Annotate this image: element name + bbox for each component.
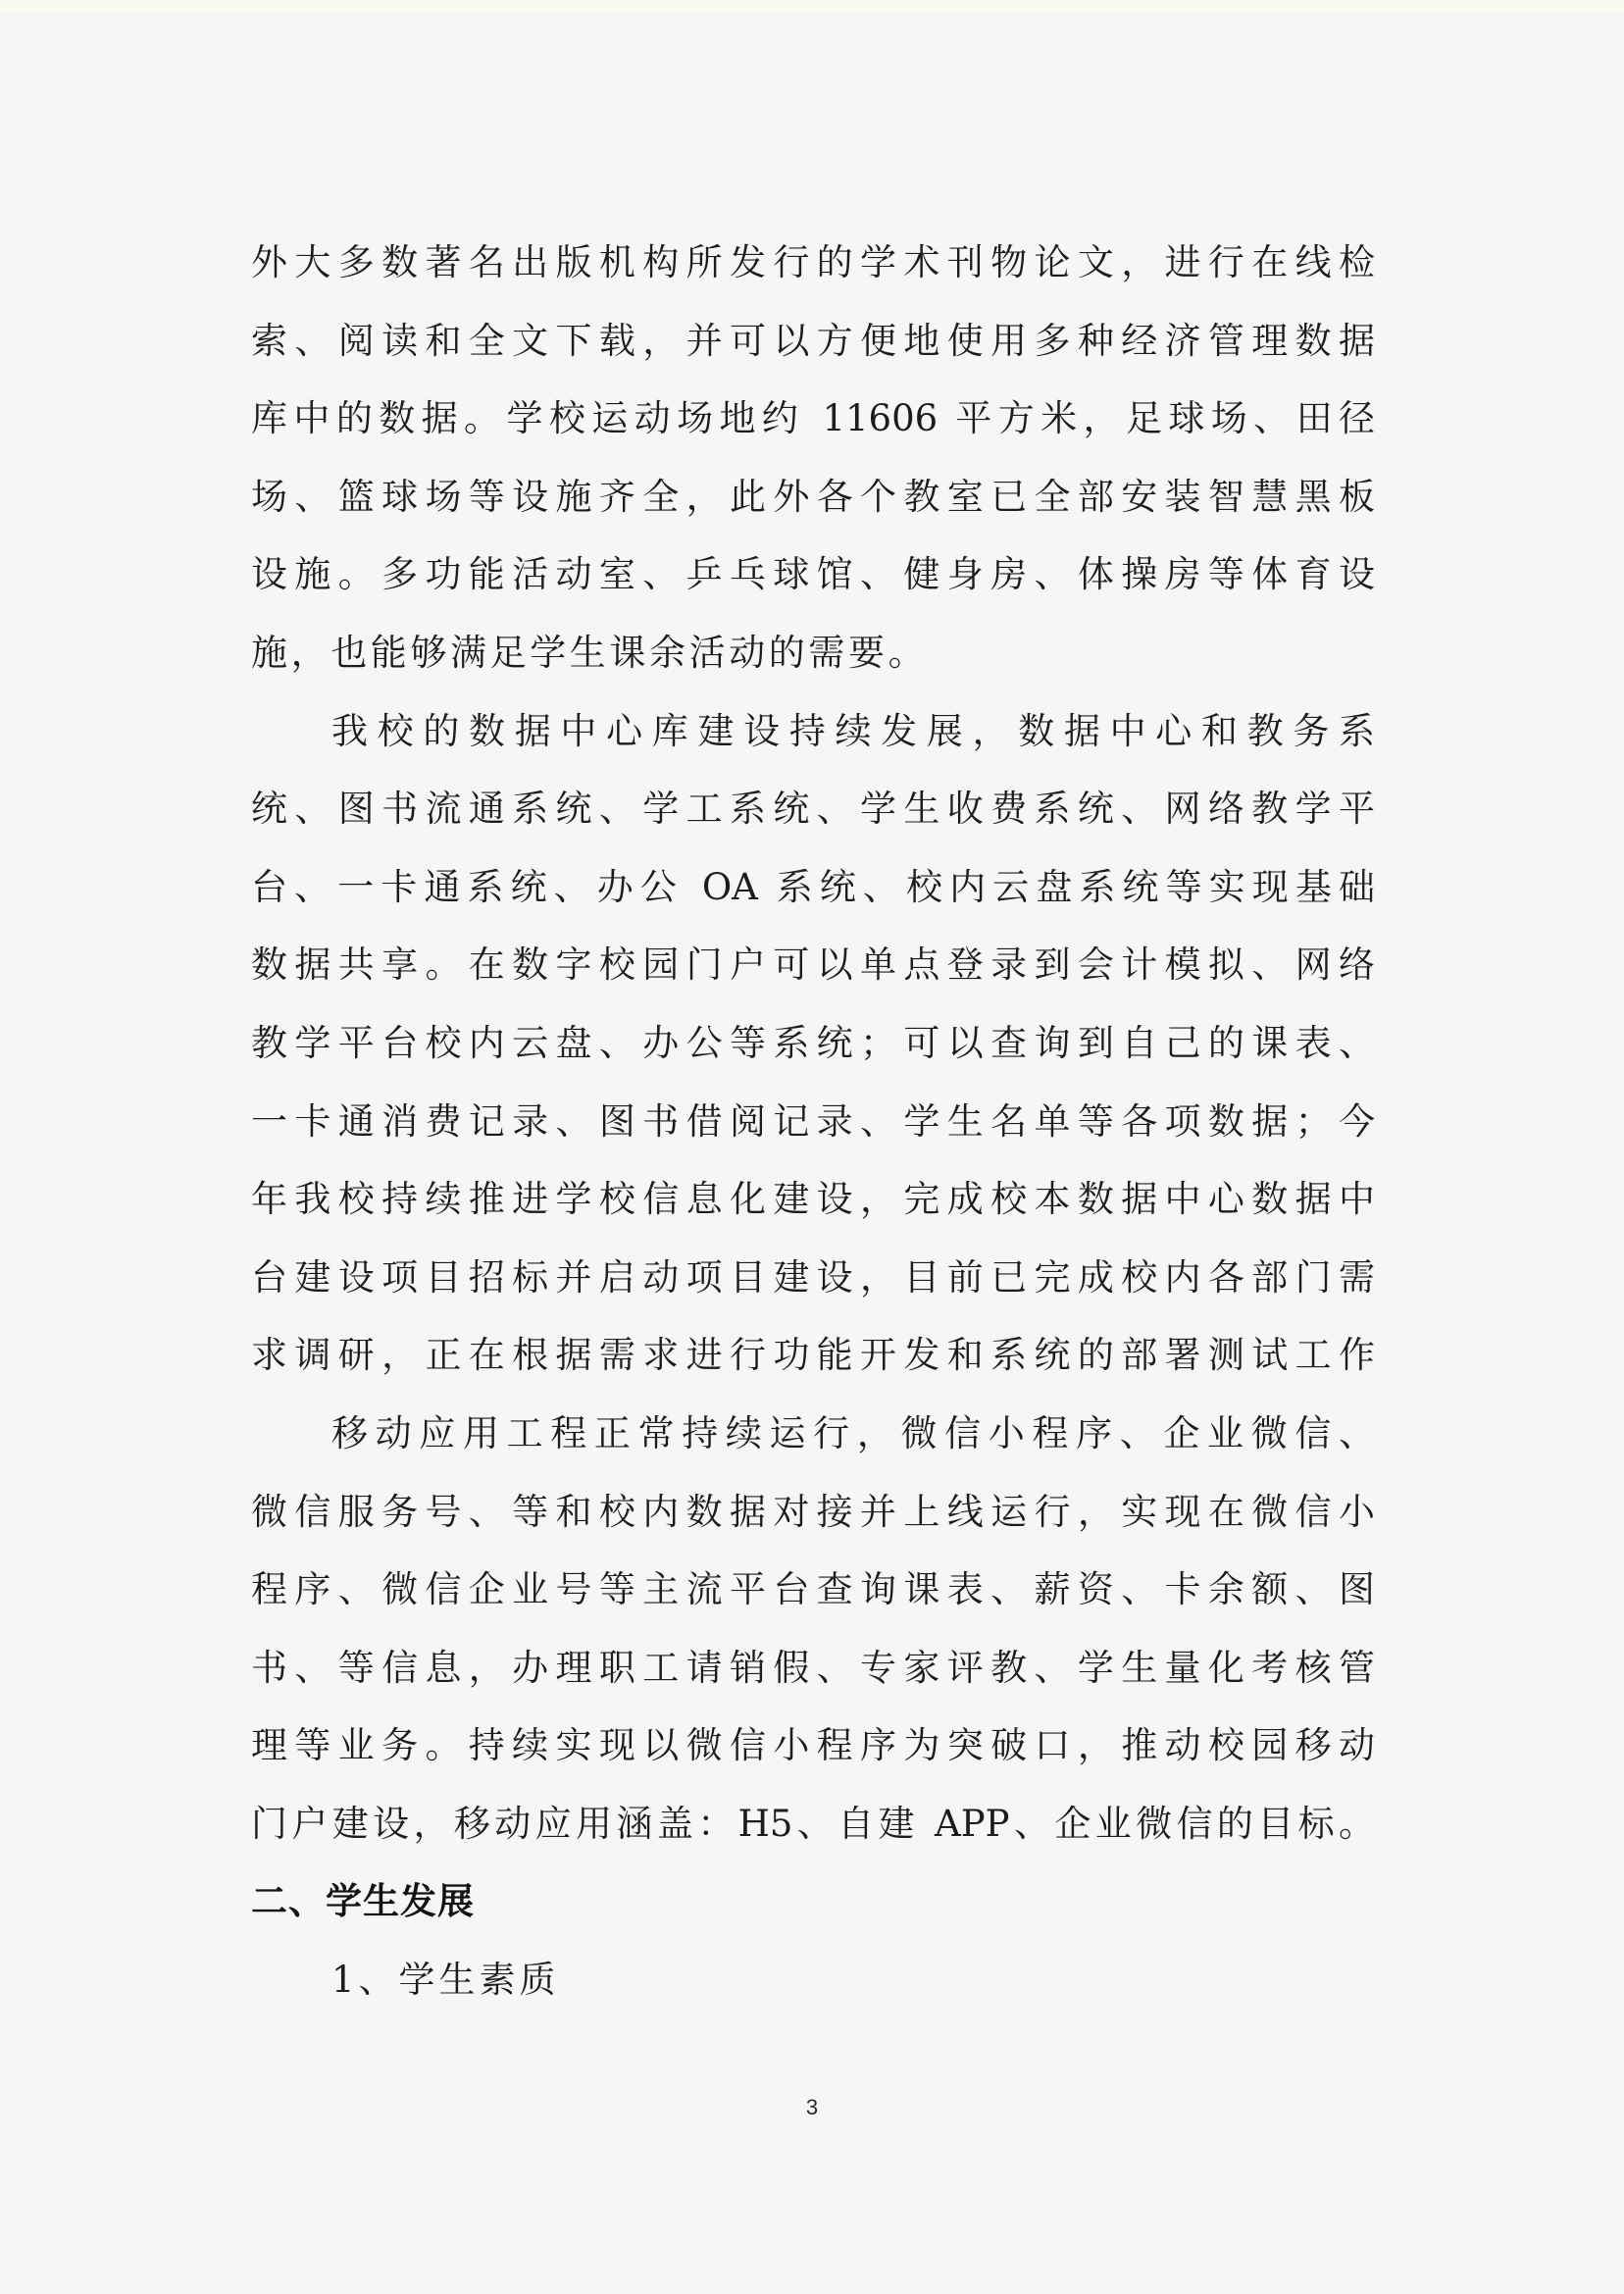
text-line: 理等业务。持续实现以微信小程序为突破口，推动校园移动 — [251, 1724, 1375, 1767]
text-line: 统、图书流通系统、学工系统、学生收费系统、网络教学平 — [251, 788, 1375, 831]
text-line: 求调研，正在根据需求进行功能开发和系统的部署测试工作 — [251, 1334, 1375, 1377]
scan-top-strip — [0, 0, 1624, 14]
text-line: 外大多数著名出版机构所发行的学术刊物论文，进行在线检 — [251, 241, 1375, 283]
text-line: 台、一卡通系统、办公 OA 系统、校内云盘系统等实现基础 — [251, 865, 1375, 908]
text-line: 程序、微信企业号等主流平台查询课表、薪资、卡余额、图 — [251, 1568, 1375, 1611]
paragraph-mobile-apps — [251, 1395, 1379, 1863]
text-line: 库中的数据。学校运动场地约 11606 平方米，足球场、田径 — [251, 397, 1375, 440]
text-line: 台建设项目招标并启动项目建设，目前已完成校内各部门需 — [251, 1255, 1375, 1299]
text-line: 设施。多功能活动室、乒乓球馆、健身房、体操房等体育设 — [251, 553, 1375, 596]
text-line: 书、等信息，办理职工请销假、专家评教、学生量化考核管 — [251, 1646, 1375, 1689]
text-line: 场、篮球场等设施齐全，此外各个教室已全部安装智慧黑板 — [251, 475, 1375, 518]
text-line: 年我校持续推进学校信息化建设，完成校本数据中心数据中 — [251, 1178, 1375, 1221]
paragraph-library-facilities — [251, 224, 1379, 692]
document-body — [251, 224, 1379, 2019]
subsection-heading: 1、学生素质 — [331, 1959, 560, 2002]
section-heading: 二、学生发展 — [251, 1880, 475, 1923]
paragraph-data-center — [251, 692, 1379, 1395]
text-line: 数据共享。在数字校园门户可以单点登录到会计模拟、网络 — [251, 943, 1375, 987]
text-line: 施，也能够满足学生课余活动的需要。 — [251, 631, 929, 674]
text-line: 我校的数据中心库建设持续发展，数据中心和教务系 — [331, 709, 1375, 752]
text-line: 门户建设，移动应用涵盖：H5、自建 APP、企业微信的目标。 — [251, 1802, 1375, 1845]
text-line: 索、阅读和全文下载，并可以方便地使用多种经济管理数据 — [251, 319, 1375, 362]
text-line: 一卡通消费记录、图书借阅记录、学生名单等各项数据；今 — [251, 1099, 1375, 1143]
text-line: 移动应用工程正常持续运行，微信小程序、企业微信、 — [331, 1411, 1375, 1454]
page-number: 3 — [805, 2095, 819, 2119]
text-line: 微信服务号、等和校内数据对接并上线运行，实现在微信小 — [251, 1490, 1375, 1533]
text-line: 教学平台校内云盘、办公等系统；可以查询到自己的课表、 — [251, 1021, 1375, 1064]
